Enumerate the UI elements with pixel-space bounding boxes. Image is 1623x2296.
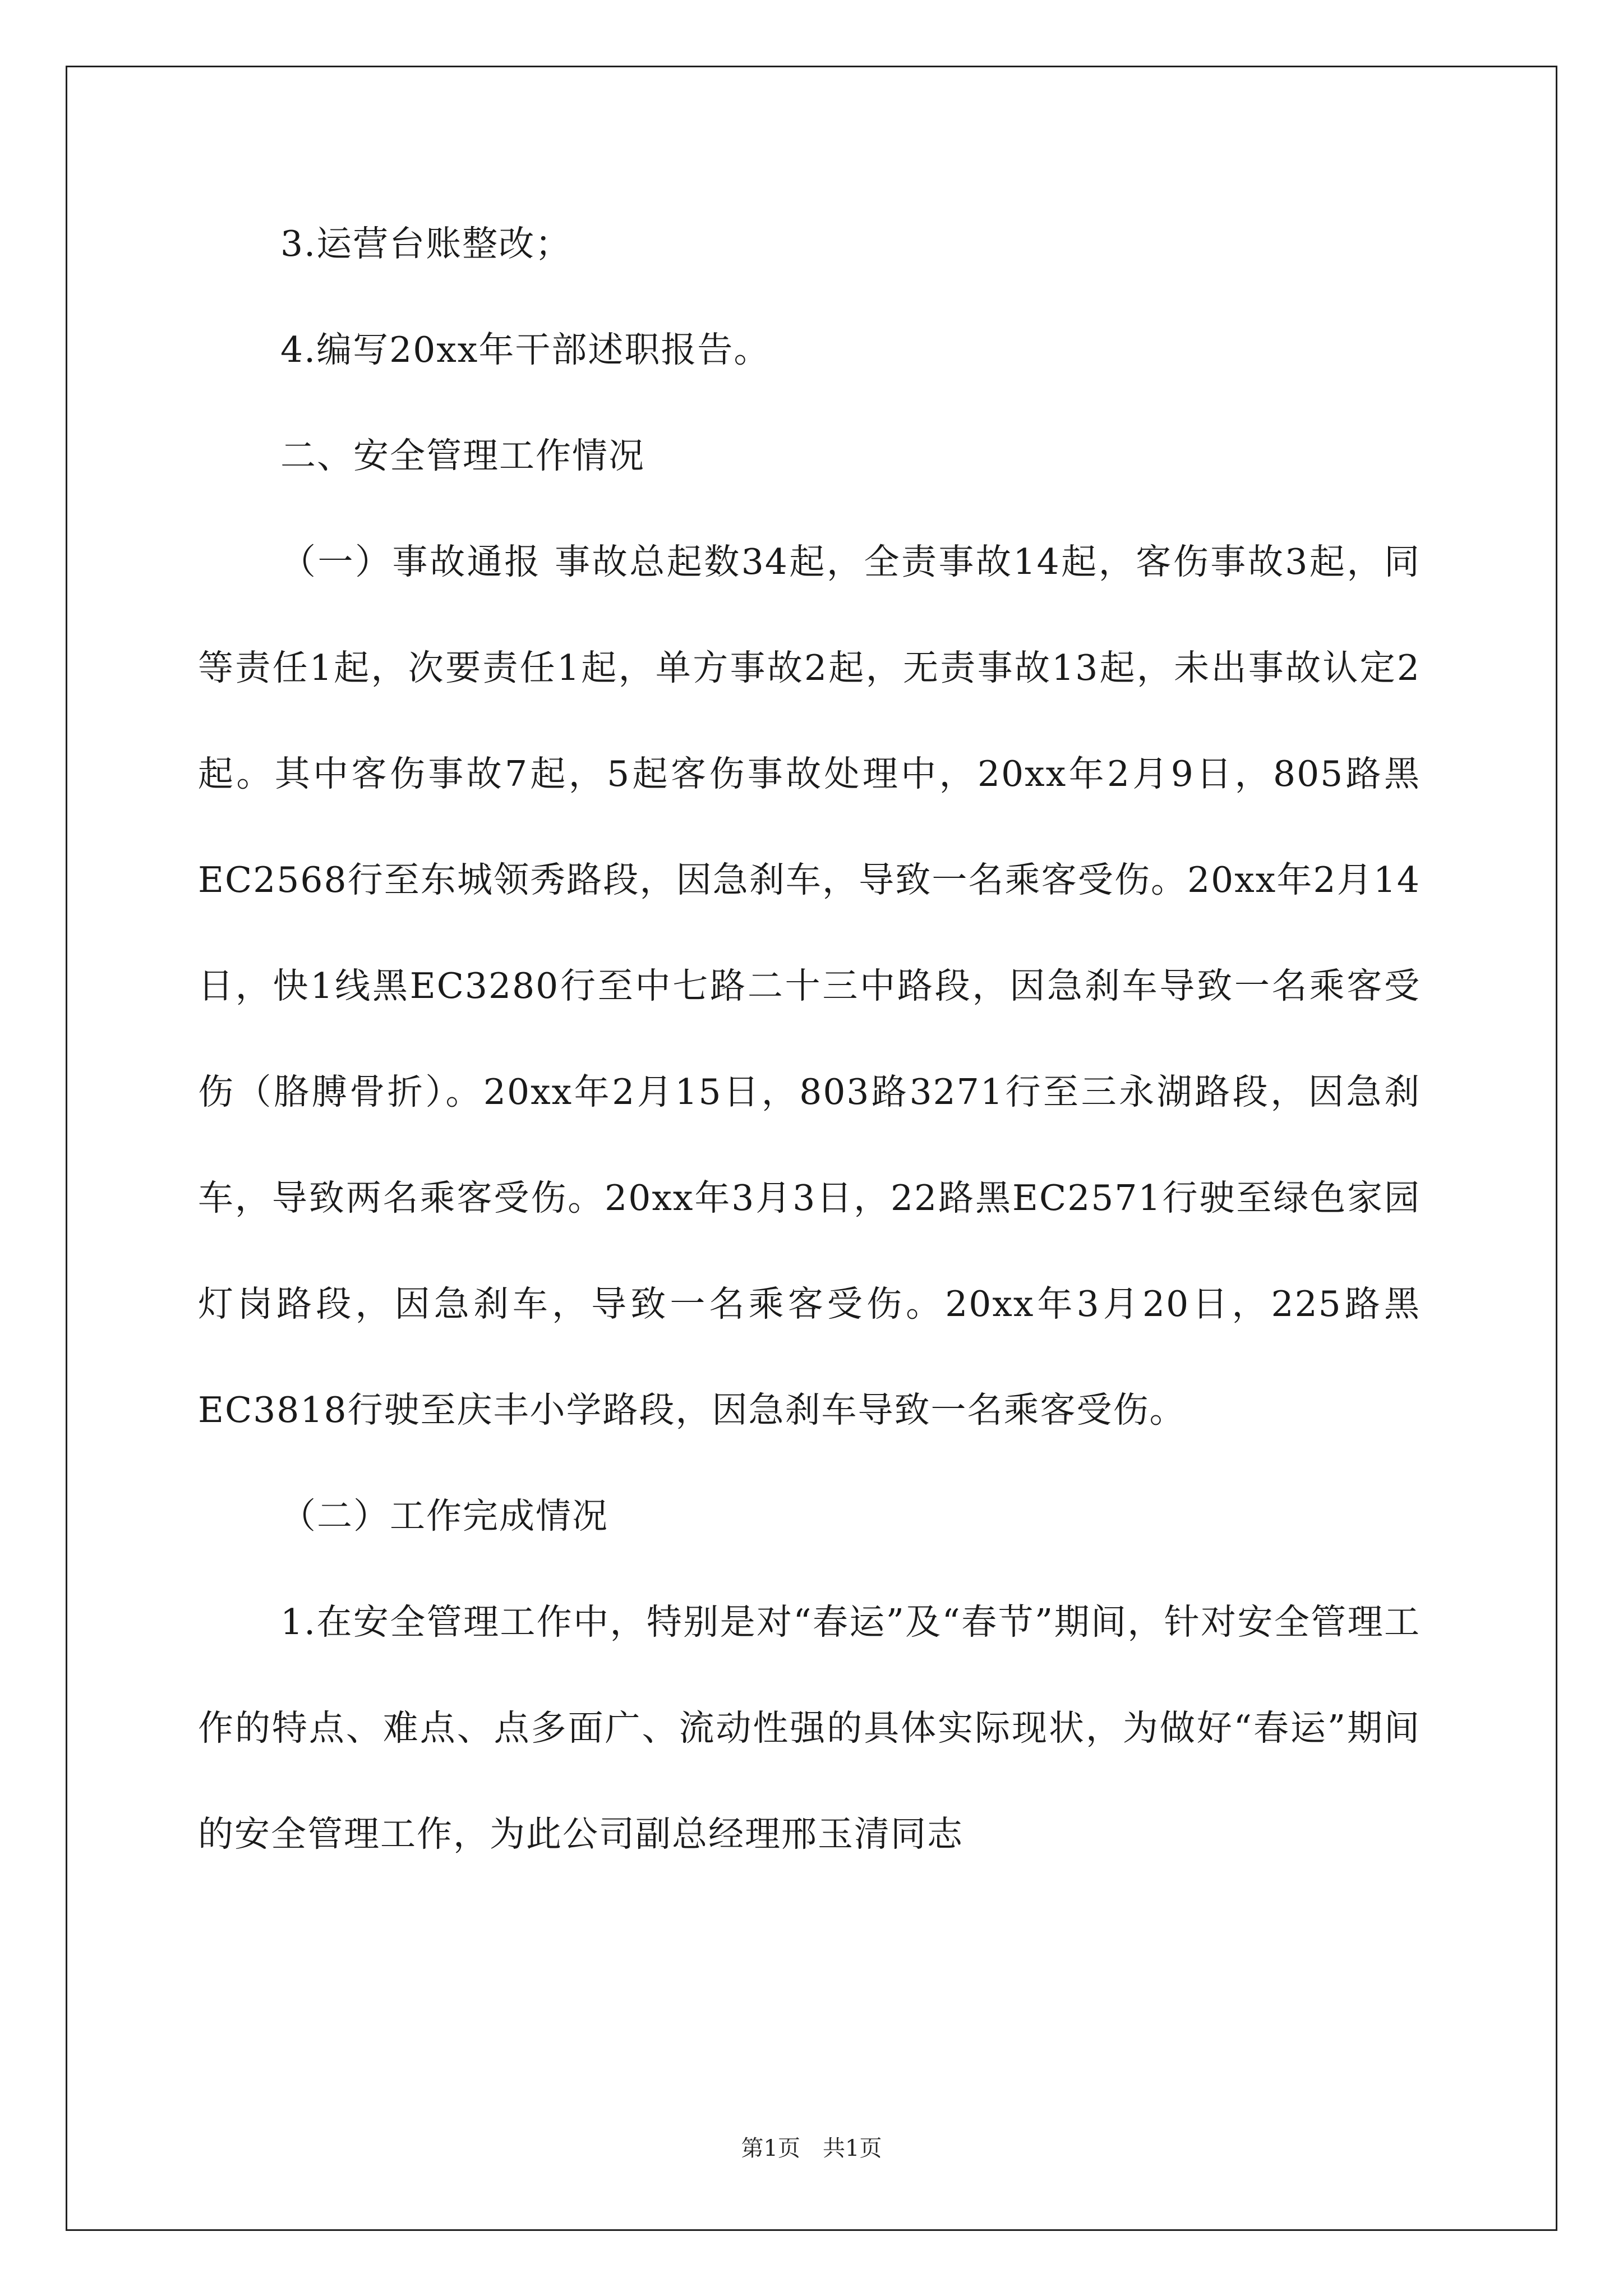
paragraph-spring-festival-safety: 1.在安全管理工作中，特别是对“春运”及“春节”期间，针对安全管理工作的特点、难点、点多面广、流动性强的具体实际现状，为做好“春运”期间的安全管理工作，为此公司副总经理邢玉清同志 bbox=[198, 1602, 1421, 1855]
document-body bbox=[198, 191, 1421, 1887]
subheading-work-completion: （二）工作完成情况 bbox=[280, 1496, 608, 1536]
paragraph-ledger-rectification: 3.运营台账整改； bbox=[280, 223, 572, 264]
page-number: 第1页 bbox=[741, 2136, 800, 2161]
page-footer bbox=[0, 2132, 1623, 2165]
paragraph-report-writing: 4.编写20xx年干部述职报告。 bbox=[280, 329, 771, 370]
section-heading-safety: 二、安全管理工作情况 bbox=[280, 435, 645, 476]
page-total: 共1页 bbox=[823, 2136, 882, 2161]
paragraph-accident-report: （一）事故通报 事故总起数34起，全责事故14起，客伤事故3起，同等责任1起，次要责任1起，单方事故2起，无责事故13起，未出事故认定2起。其中客伤事故7起，5起客伤事故处理中，20xx年2月9日，805路黑EC2568行至东城领秀路段，因急刹车，导致一名乘客受伤。20xx年2月14日，快1线黑EC3280行至中七路二十三中路段，因急刹车导致一名乘客受伤（胳膊骨折）。20xx年2月15日，803路3271行至三永湖路段，因急刹车，导致两名乘客受伤。20xx年3月3日，22路黑EC2571行驶至绿色家园灯岗路段，因急刹车，导致一名乘客受伤。20xx年3月20日，225路黑EC3818行驶至庆丰小学路段，因急刹车导致一名乘客受伤。 bbox=[198, 541, 1421, 1430]
